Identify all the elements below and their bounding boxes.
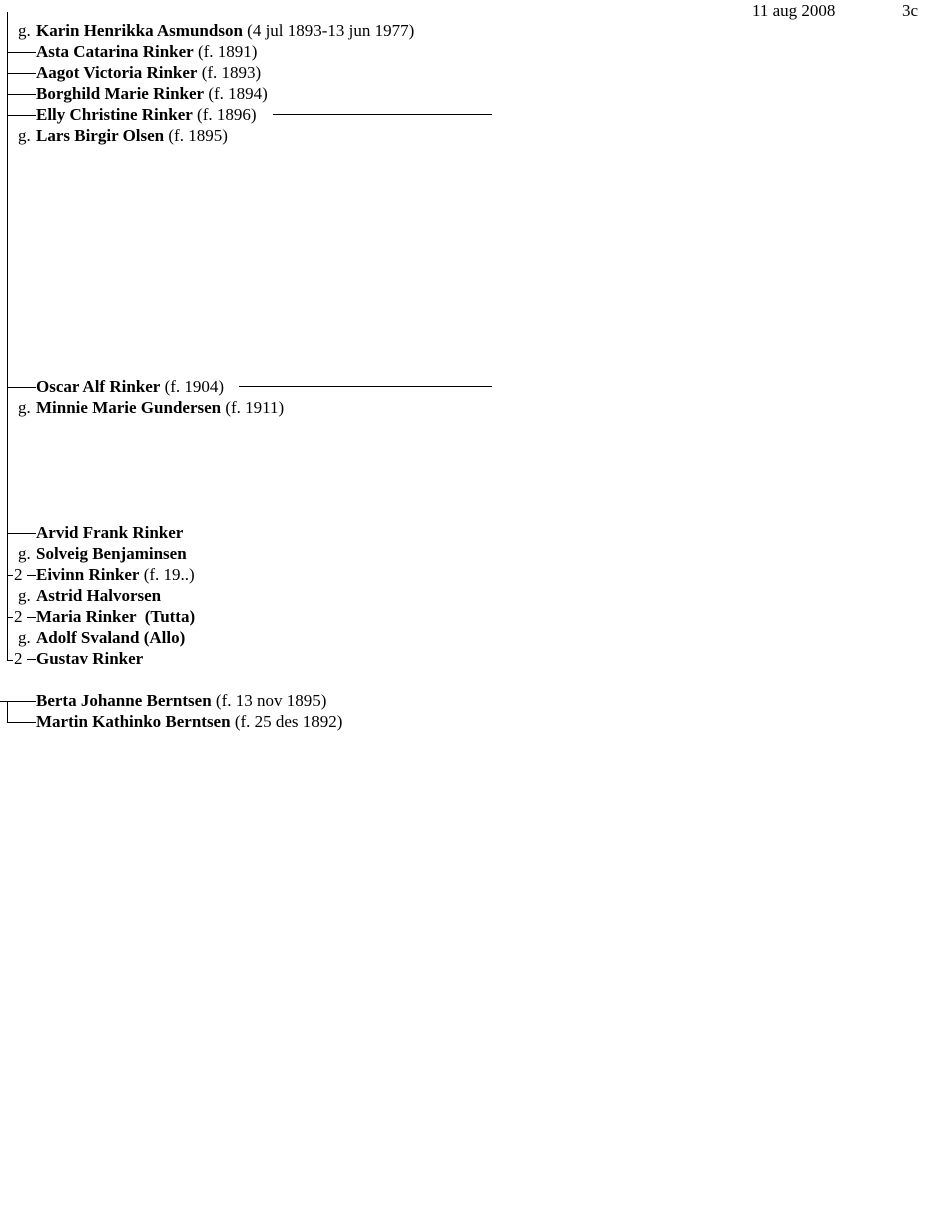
person-dates: (f. 1893) xyxy=(197,63,262,82)
person-dates: (4 jul 1893-13 jun 1977) xyxy=(242,21,415,40)
connector-eivinn-left xyxy=(7,575,13,576)
person-name: Solveig Benjaminsen xyxy=(36,544,187,563)
connector-maria-right xyxy=(27,617,36,618)
connector-maria-left xyxy=(7,617,13,618)
person-name: Elly Christine Rinker xyxy=(36,105,193,124)
spouse-prefix: g. xyxy=(18,586,31,605)
spouse-prefix: g. xyxy=(18,544,31,563)
person-name: Oscar Alf Rinker xyxy=(36,377,161,396)
person-dates: (f. 1894) xyxy=(204,84,268,103)
main-vertical-line xyxy=(7,12,8,660)
generation-number: 2 xyxy=(14,607,23,626)
connector-borghild xyxy=(7,94,36,95)
connector-eivinn-right xyxy=(27,575,36,576)
person-dates: (f. 1904) xyxy=(160,377,225,396)
person-name: Karin Henrikka Asmundson xyxy=(36,21,243,40)
connector-martin xyxy=(7,722,36,723)
person-dates: (f. 19..) xyxy=(139,565,195,584)
person-name: Arvid Frank Rinker xyxy=(36,523,184,542)
person-name: Minnie Marie Gundersen xyxy=(36,398,222,417)
connector-gustav-left xyxy=(7,660,13,661)
person-dates: (f. 13 nov 1895) xyxy=(211,691,327,710)
person-name: Martin Kathinko Berntsen xyxy=(36,712,231,731)
header-date: 11 aug 2008 xyxy=(752,1,836,20)
connector-aagot xyxy=(7,73,36,74)
spouse-prefix: g. xyxy=(18,126,31,145)
person-name: Maria Rinker (Tutta) xyxy=(36,607,196,626)
person-name: Borghild Marie Rinker xyxy=(36,84,205,103)
person-dates: (f. 1891) xyxy=(193,42,258,61)
spouse-prefix: g. xyxy=(18,398,31,417)
header-page-number: 3c xyxy=(902,1,919,20)
continuation-line-elly xyxy=(273,114,492,115)
person-dates: (f. 25 des 1892) xyxy=(230,712,343,731)
generation-number: 2 xyxy=(14,649,23,668)
person-name: Aagot Victoria Rinker xyxy=(36,63,198,82)
person-name: Asta Catarina Rinker xyxy=(36,42,194,61)
person-name: Berta Johanne Berntsen xyxy=(36,691,212,710)
person-name: Eivinn Rinker xyxy=(36,565,140,584)
person-dates: (f. 1896) xyxy=(192,105,257,124)
generation-number: 2 xyxy=(14,565,23,584)
person-name: Gustav Rinker xyxy=(36,649,144,668)
connector-berta xyxy=(0,701,36,702)
connector-elly xyxy=(7,115,36,116)
person-name: Astrid Halvorsen xyxy=(36,586,162,605)
continuation-line-oscar xyxy=(239,386,492,387)
connector-oscar xyxy=(7,387,36,388)
person-dates: (f. 1911) xyxy=(221,398,285,417)
spouse-prefix: g. xyxy=(18,21,31,40)
spouse-prefix: g. xyxy=(18,628,31,647)
person-dates: (f. 1895) xyxy=(164,126,228,145)
person-name: Lars Birgir Olsen xyxy=(36,126,165,145)
vertical-line-berntsen xyxy=(7,701,8,722)
person-name: Adolf Svaland (Allo) xyxy=(36,628,186,647)
connector-arvid xyxy=(7,533,36,534)
connector-asta xyxy=(7,52,36,53)
connector-gustav-right xyxy=(27,659,36,660)
